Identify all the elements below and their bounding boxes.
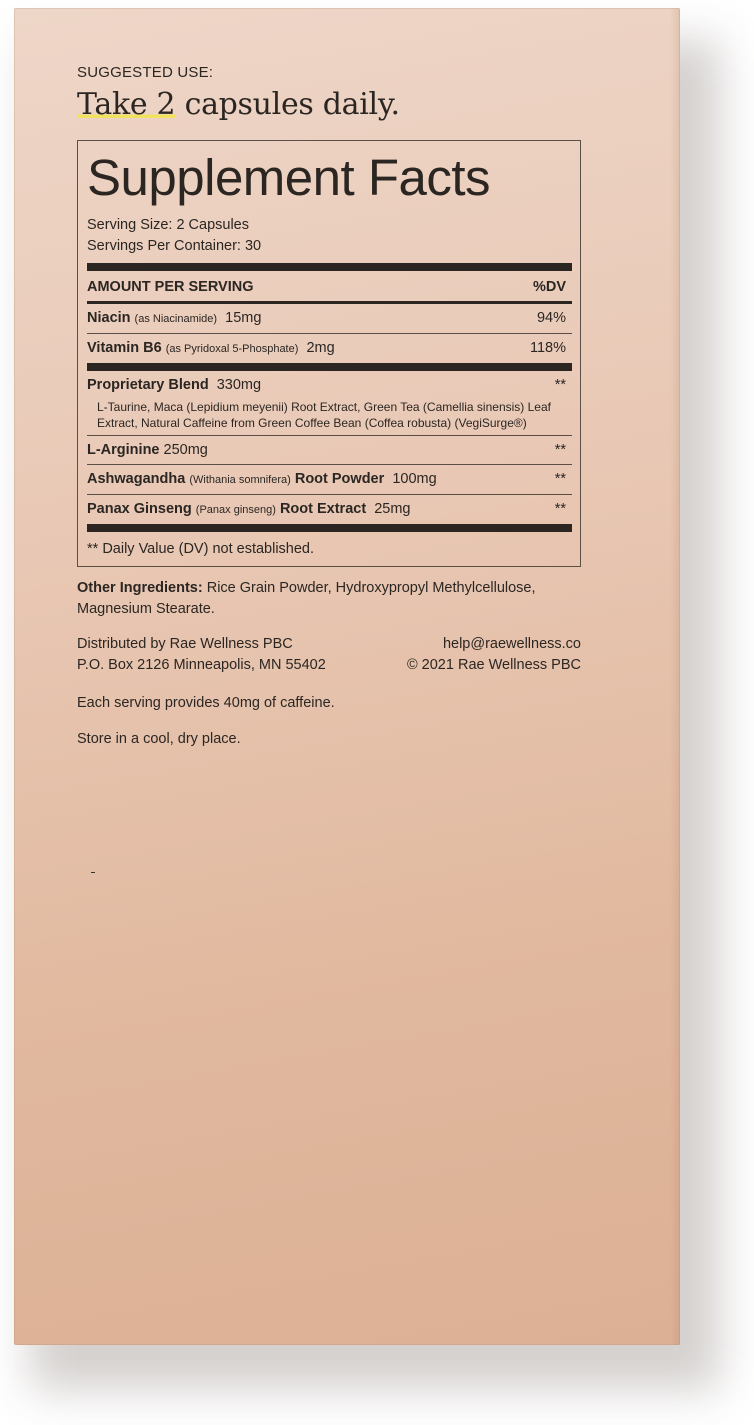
contact-email: help@raewellness.co [442,636,581,652]
nutrient-row-blend [87,371,572,399]
copyright: © 2021 Rae Wellness PBC [406,657,581,673]
other-ingredients-label: Other Ingredients: [77,580,203,596]
nutrient-dv: ** [554,442,566,458]
nutrient-name: Panax Ginseng [87,501,192,517]
nutrient-note: (as Pyridoxal 5-Phosphate) [165,343,299,355]
nutrient-part: Root Powder [294,471,385,487]
nutrient-row-b6 [87,334,572,363]
nutrient-dv: ** [554,471,566,487]
nutrient-dv: 118% [529,340,566,356]
dv-footnote: ** Daily Value (DV) not established. [87,541,315,557]
other-ingredients-text: Rice Grain Powder, Hydroxypropyl Methylcellulose, Magnesium Stearate. [77,580,536,617]
suggested-use-highlight: Take 2 [77,87,176,122]
nutrient-part: Root Extract [279,501,367,517]
nutrient-note: (Withania somnifera) [189,474,291,486]
nutrient-name: L-Arginine [87,442,160,458]
nutrient-note: (as Niacinamide) [134,313,218,325]
amount-header-row [87,271,572,301]
distributor-name: Distributed by Rae Wellness PBC [77,636,293,652]
nutrient-name: Vitamin B6 [87,340,162,356]
suggested-use-label: SUGGESTED USE: [77,64,214,81]
nutrient-amount: 25mg [374,501,411,517]
other-ingredients [77,578,581,620]
supplement-facts-panel [77,140,581,567]
nutrient-row-ashwagandha [87,465,572,494]
nutrient-amount: 100mg [392,471,437,487]
suggested-use-rest: capsules daily. [175,87,400,122]
divider-thick [87,263,572,271]
divider-thick [87,524,572,532]
nutrient-row-niacin [87,304,572,333]
blend-ingredients: L-Taurine, Maca (Lepidium meyenii) Root Extract, Green Tea (Camellia sinensis) Leaf Extract, Natural Caffeine from Green Coffee Bean (Coffea robusta) (VegiSurge®) [97,400,551,430]
divider-thick [87,363,572,371]
nutrient-row-ginseng [87,495,572,524]
nutrient-name: Ashwagandha [87,471,186,487]
nutrient-name: Proprietary Blend [87,377,209,393]
nutrient-dv: ** [554,377,566,393]
nutrient-amount: 330mg [216,377,262,393]
nutrient-dv: ** [554,501,566,517]
nutrient-row-arginine [87,436,572,464]
nutrient-amount: 250mg [163,442,208,458]
caffeine-note: Each serving provides 40mg of caffeine. [77,695,335,711]
distributor-address [77,634,326,676]
facts-title: Supplement Facts [87,149,491,206]
amount-header: AMOUNT PER SERVING [87,279,254,295]
storage-note: Store in a cool, dry place. [77,731,241,747]
nutrient-amount: 2mg [306,340,335,356]
serving-size: Serving Size: 2 Capsules [87,217,249,233]
nutrient-name: Niacin [87,310,131,326]
dv-header: %DV [532,279,566,295]
serving-info [87,215,572,257]
distributor-contact [407,634,581,676]
label-content [77,64,581,750]
suggested-use-text [77,86,581,124]
nutrient-amount: 15mg [225,310,262,326]
nutrient-note: (Panax ginseng) [195,504,276,516]
print-mark [91,872,95,873]
nutrient-dv: 94% [536,310,566,326]
distributor-po-box: P.O. Box 2126 Minneapolis, MN 55402 [77,657,326,673]
distributor-block [77,634,581,676]
servings-per-container: Servings Per Container: 30 [87,238,262,254]
